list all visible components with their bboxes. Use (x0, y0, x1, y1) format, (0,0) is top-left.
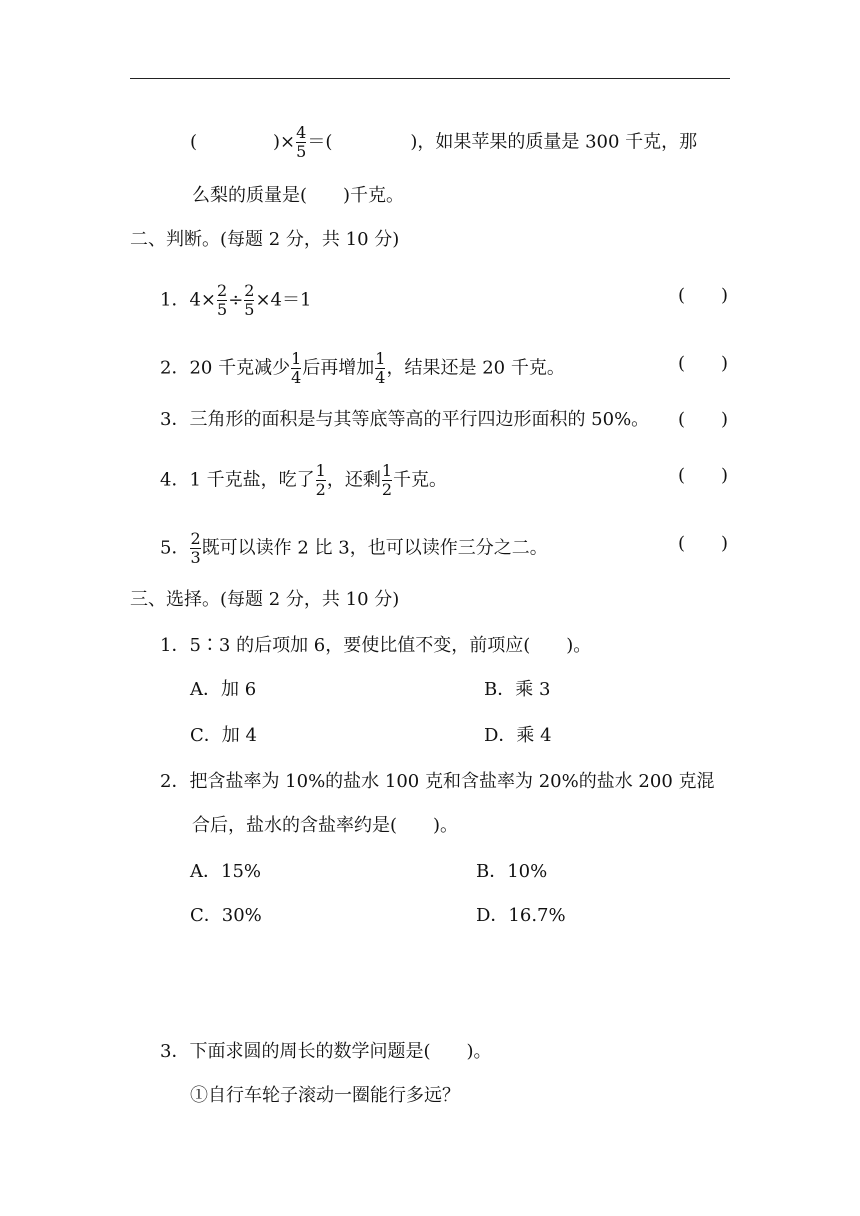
answer-blank-4[interactable]: ( ) (678, 465, 729, 486)
fraction: $\frac{2}{5}$ (217, 281, 228, 319)
fraction: $\frac{2}{3}$ (190, 529, 201, 567)
header-rule (130, 78, 730, 79)
judge-q2: 2．20 千克减少 $\frac{1}{4}$ 后再增加 $\frac{1}{4}$ ，结果还是 20 千克。 (160, 349, 565, 387)
choice-q2-option-c[interactable]: C．30% (190, 905, 262, 926)
times-sign: )× (273, 131, 296, 153)
choice-q1-option-d[interactable]: D．乘 4 (484, 725, 552, 746)
answer-blank-5[interactable]: ( ) (678, 533, 729, 554)
answer-blank-3[interactable]: ( ) (678, 409, 729, 430)
judge-q1: 1．4× $\frac{2}{5}$ ÷ $\frac{2}{5}$ ×4＝1 (160, 281, 312, 319)
choice-q2-line1: 2．把含盐率为 10%的盐水 100 克和含盐率为 20%的盐水 200 克混 (160, 771, 715, 792)
continuation-line-2: 么梨的质量是( )千克。 (192, 185, 405, 206)
fraction: $\frac{1}{2}$ (315, 461, 326, 499)
fraction: $\frac{1}{2}$ (381, 461, 393, 499)
choice-q1: 1．5∶3 的后项加 6，要使比值不变，前项应( )。 (160, 635, 592, 656)
fraction: $\frac{1}{4}$ (375, 349, 386, 387)
choice-q2-line2: 合后，盐水的含盐率约是( )。 (192, 815, 459, 836)
continuation-tail: )，如果苹果的质量是 300 千克，那 (410, 131, 698, 153)
section-choice-title: 三、选择。(每题 2 分，共 10 分) (130, 589, 400, 610)
choice-q1-option-b[interactable]: B．乘 3 (484, 679, 551, 700)
choice-q2-option-d[interactable]: D．16.7% (476, 905, 566, 926)
choice-q3: 3．下面求圆的周长的数学问题是( )。 (160, 1041, 492, 1062)
fraction-four-fifths: $\frac{4}{5}$ (296, 123, 307, 161)
choice-q1-option-a[interactable]: A．加 6 (190, 679, 257, 700)
blank-open-paren: ( (190, 131, 198, 153)
choice-q2-option-a[interactable]: A．15% (190, 861, 262, 882)
judge-q3: 3．三角形的面积是与其等底等高的平行四边形面积的 50%。 (160, 409, 650, 430)
judge-q5: 5． $\frac{2}{3}$ 既可以读作 2 比 3，也可以读作三分之二。 (160, 529, 548, 567)
section-judge-title: 二、判断。(每题 2 分，共 10 分) (130, 229, 400, 250)
fraction: $\frac{1}{4}$ (291, 349, 302, 387)
choice-q2-option-b[interactable]: B．10% (476, 861, 548, 882)
choice-q3-item-1: ①自行车轮子滚动一圈能行多远？ (190, 1085, 460, 1106)
choice-q1-option-c[interactable]: C．加 4 (190, 725, 257, 746)
judge-q4: 4．1 千克盐，吃了 $\frac{1}{2}$ ，还剩 $\frac{1}{2}$ 千克。 (160, 461, 448, 499)
continuation-line (190, 124, 697, 161)
answer-blank-2[interactable]: ( ) (678, 353, 729, 374)
equals-paren: ＝( (307, 131, 333, 153)
answer-blank-1[interactable]: ( ) (678, 285, 729, 306)
fraction: $\frac{2}{5}$ (244, 281, 255, 319)
